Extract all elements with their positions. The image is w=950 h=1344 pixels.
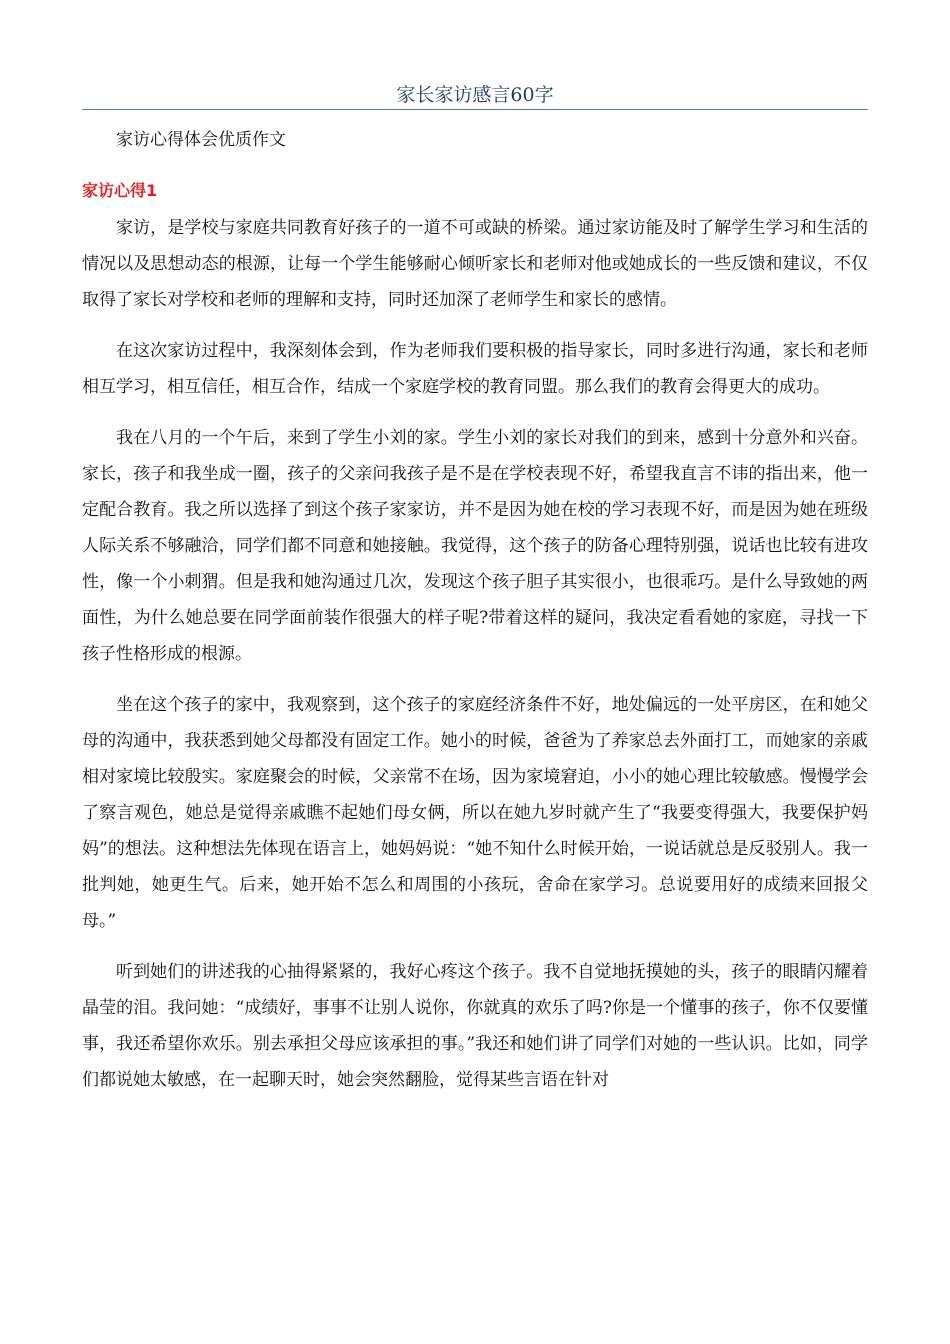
section-heading: 家访心得1	[82, 181, 158, 200]
paragraph: 听到她们的讲述我的心抽得紧紧的，我好心疼这个孩子。我不自觉地抚摸她的头，孩子的眼睛闪耀着晶莹的泪。我问她：“成绩好，事事不让别人说你，你就真的欢乐了吗?你是一个懂事的孩子，你不仅要懂事，我还希望你欢乐。别去承担父母应该承担的事。”我还和她们讲了同学们对她的一些认识。比如，同学们都说她太敏感，在一起聊天时，她会突然翻脸，觉得某些言语在针对	[82, 962, 868, 1090]
paragraph: 家访，是学校与家庭共同教育好孩子的一道不可或缺的桥梁。通过家访能及时了解学生学习和生活的情况以及思想动态的根源，让每一个学生能够耐心倾听家长和老师对他或她成长的一些反馈和建议，不仅取得了家长对学校和老师的理解和支持，同时还加深了老师学生和家长的感情。	[82, 218, 868, 310]
paragraph: 我在八月的一个午后，来到了学生小刘的家。学生小刘的家长对我们的到来，感到十分意外和兴奋。家长，孩子和我坐成一圈，孩子的父亲问我孩子是不是在学校表现不好，希望我直言不讳的指出来，他一定配合教育。我之所以选择了到这个孩子家家访，并不是因为她在校的学习表现不好，而是因为她在班级人际关系不够融洽，同学们都不同意和她接触。我觉得，这个孩子的防备心理特别强，说话也比较有进攻性，像一个小刺猬。但是我和她沟通过几次，发现这个孩子胆子其实很小，也很乖巧。是什么导致她的两面性，为什么她总要在同学面前装作很强大的样子呢?带着这样的疑问，我决定看看她的家庭，寻找一下孩子性格形成的根源。	[82, 428, 868, 664]
title-divider	[82, 109, 868, 110]
paragraph: 坐在这个孩子的家中，我观察到，这个孩子的家庭经济条件不好，地处偏远的一处平房区，在和她父母的沟通中，我获悉到她父母都没有固定工作。她小的时候，爸爸为了养家总去外面打工，而她家的亲戚相对家境比较殷实。家庭聚会的时候，父亲常不在场，因为家境窘迫，小小的她心理比较敏感。慢慢学会了察言观色，她总是觉得亲戚瞧不起她们母女俩，所以在她九岁时就产生了“我要变得强大，我要保护妈妈”的想法。这种想法先体现在语言上，她妈妈说：“她不知什么时候开始，一说话就总是反驳别人。我一批判她，她更生气。后来，她开始不怎么和周围的小孩玩，舍命在家学习。总说要用好的成绩来回报父母。”	[82, 695, 868, 931]
document-subtitle: 家访心得体会优质作文	[116, 130, 286, 150]
body-text	[82, 210, 868, 1113]
document-title: 家长家访感言60字	[396, 84, 554, 106]
paragraph: 在这次家访过程中，我深刻体会到，作为老师我们要积极的指导家长，同时多进行沟通，家长和老师相互学习，相互信任，相互合作，结成一个家庭学校的教育同盟。那么我们的教育会得更大的成功。	[82, 341, 868, 397]
